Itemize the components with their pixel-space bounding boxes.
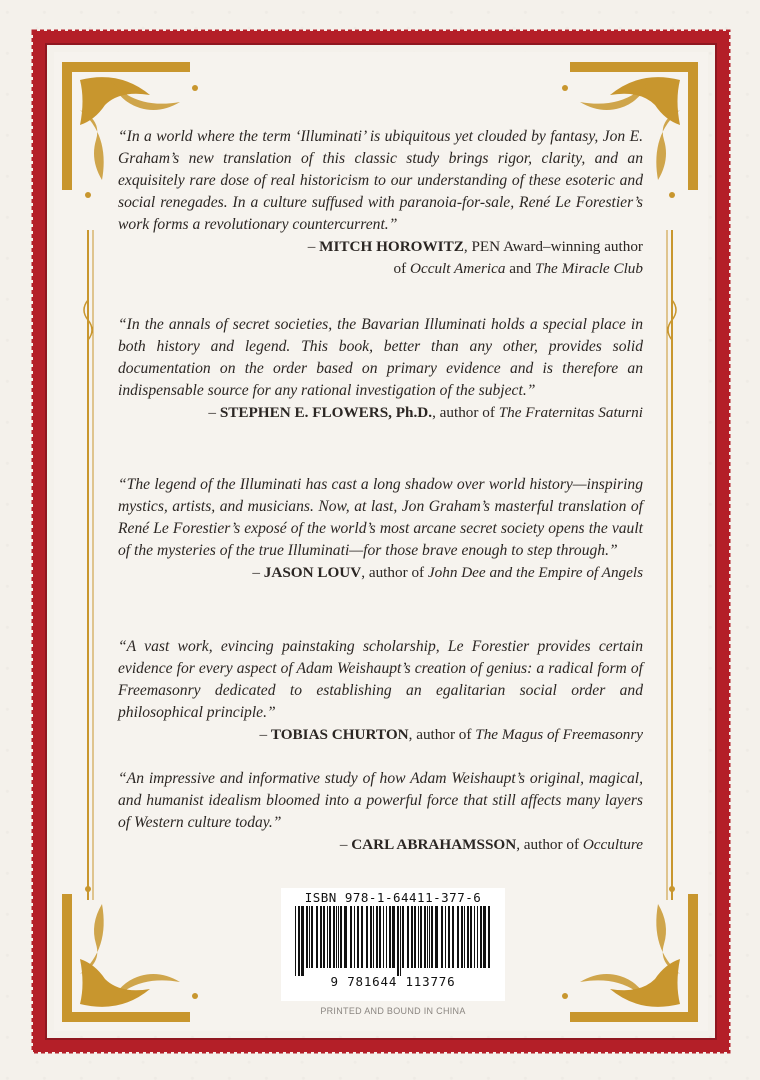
attribution: [118, 724, 643, 746]
barcode-bar: [448, 906, 450, 968]
attribution: [118, 402, 643, 424]
author-role-prefix: of: [393, 260, 410, 277]
barcode-bar: [483, 906, 486, 968]
author-role: , PEN Award–winning author: [463, 238, 643, 255]
barcode-bar: [435, 906, 438, 968]
book-title: Occult America: [410, 260, 506, 277]
barcode-bar: [306, 906, 308, 968]
author-name: STEPHEN E. FLOWERS, Ph.D.: [219, 404, 433, 421]
barcode-bar: [316, 906, 318, 968]
author-name: MITCH HOROWITZ: [319, 238, 464, 255]
barcode-bar: [441, 906, 443, 968]
attribution-dash: –: [307, 238, 320, 255]
author-name: CARL ABRAHAMSSON: [351, 836, 517, 853]
barcode-bar: [461, 906, 463, 968]
attribution-dash: –: [339, 836, 352, 853]
barcode-bar: [411, 906, 413, 968]
barcode-bar: [354, 906, 355, 968]
quote-text: “In a world where the term ‘Illuminati’ is ubiquitous yet clouded by fantasy, Jon E. Graham’s new translation of this classic study brings rigor, clarity, and an exquisitely rare dose of real historicism to our understanding of these esoteric and social renegades. In a culture suffused with paranoia-for-sale, René Le Forestier’s work forms a revolutionary countercurrent.”: [118, 128, 643, 233]
barcode-bars: [281, 906, 505, 976]
attribution: [118, 562, 643, 584]
barcode-bar: [457, 906, 459, 968]
barcode-bar: [400, 906, 401, 976]
barcode-bar: [383, 906, 384, 968]
barcode-digits: 9 781644 113776: [330, 974, 456, 989]
barcode-bar: [320, 906, 322, 968]
barcode-bar: [340, 906, 342, 968]
barcode-bar: [336, 906, 337, 968]
attribution-dash: –: [259, 726, 271, 743]
attribution: [118, 834, 643, 856]
barcode-bar: [329, 906, 331, 968]
barcode-bar: [467, 906, 469, 968]
barcode-bar: [344, 906, 347, 968]
author-role: , author of: [408, 726, 476, 743]
attribution-dash: –: [252, 564, 264, 581]
barcode-bar: [414, 906, 416, 968]
blurb-flowers: [118, 314, 643, 474]
barcode-bar: [418, 906, 419, 968]
barcode-bar: [402, 906, 404, 968]
barcode-bar: [452, 906, 454, 968]
barcode-bar: [376, 906, 378, 968]
barcode-bar: [309, 906, 310, 968]
author-role: , author of: [361, 564, 428, 581]
quote-text: “A vast work, evincing painstaking scholarship, Le Forestier provides certain evidence for every aspect of Adam Weishaupt’s creation of genius: a radical form of Freemasonry dedicated to establishing an egalitarian social order and philosophical principle.”: [118, 638, 643, 721]
barcode-bar: [474, 906, 475, 968]
barcode-bar: [311, 906, 313, 968]
barcode-bar: [389, 906, 391, 968]
blurb-abrahamsson: [118, 768, 643, 858]
barcode-bar: [445, 906, 446, 968]
attribution-dash: –: [208, 404, 220, 421]
barcode-bar: [327, 906, 328, 968]
barcode-bar: [366, 906, 368, 968]
blurb-louv: [118, 474, 643, 626]
barcode-bar: [477, 906, 478, 968]
barcode-bar: [333, 906, 335, 968]
title-join: and: [505, 260, 535, 277]
author-name: JASON LOUV: [263, 564, 362, 581]
quote-text: “In the annals of secret societies, the Bavarian Illuminati holds a special place in both history and legend. This book, better than any other, provides solid documentation on the order based on primary evidence and is therefore an indispensable source for any rational investigation of the subject.”: [118, 316, 643, 399]
barcode-bar: [350, 906, 352, 968]
barcode-bar: [470, 906, 472, 968]
barcode-bar: [298, 906, 300, 976]
barcode-bar: [386, 906, 387, 968]
barcode-bar: [427, 906, 428, 968]
barcode-bar: [323, 906, 325, 968]
barcode-bar: [361, 906, 363, 968]
quote-text: “An impressive and informative study of how Adam Weishaupt’s original, magical, and humanist idealism bloomed into a powerful force that still affects many layers of Western culture today.”: [118, 770, 643, 831]
barcode-bar: [480, 906, 482, 968]
author-name: TOBIAS CHURTON: [270, 726, 409, 743]
barcode-bar: [301, 906, 304, 976]
isbn-number: ISBN 978-1-64411-377-6: [304, 890, 482, 905]
author-role: , author of: [516, 836, 583, 853]
barcode-bar: [424, 906, 426, 968]
barcode-bar: [357, 906, 359, 968]
attribution: [118, 236, 643, 280]
blurb-churton: [118, 636, 643, 758]
isbn-barcode: [281, 888, 505, 1001]
barcode-bar: [429, 906, 430, 968]
quote-text: “The legend of the Illuminati has cast a long shadow over world history—inspiring mystics, artists, and musicians. Now, at last, Jon Graham’s masterful translation of René Le Forestier’s exposé of the world’s most arcane secret society opens the vault of the mysteries of the true Illuminati—for those brave enough to step through.”: [118, 476, 643, 559]
book-title: The Magus of Freemasonry: [475, 726, 643, 743]
barcode-bar: [379, 906, 381, 968]
book-title: John Dee and the Empire of Angels: [427, 564, 643, 581]
barcode-bar: [464, 906, 465, 968]
blurb-horowitz: [118, 126, 643, 296]
book-title: The Miracle Club: [535, 260, 643, 277]
author-role: , author of: [432, 404, 499, 421]
barcode-bar: [370, 906, 372, 968]
barcode-bar: [295, 906, 296, 976]
barcode-bar: [407, 906, 409, 968]
barcode-bar: [488, 906, 490, 968]
book-title: The Fraternitas Saturni: [498, 404, 643, 421]
barcode-bar: [392, 906, 395, 968]
barcode-bar: [338, 906, 339, 968]
endorsements: [118, 126, 643, 858]
barcode-bar: [431, 906, 433, 968]
book-title: Occulture: [582, 836, 643, 853]
barcode-bar: [420, 906, 422, 968]
barcode-bar: [397, 906, 399, 976]
barcode-bar: [373, 906, 374, 968]
printed-in-china: PRINTED AND BOUND IN CHINA: [320, 1006, 466, 1016]
